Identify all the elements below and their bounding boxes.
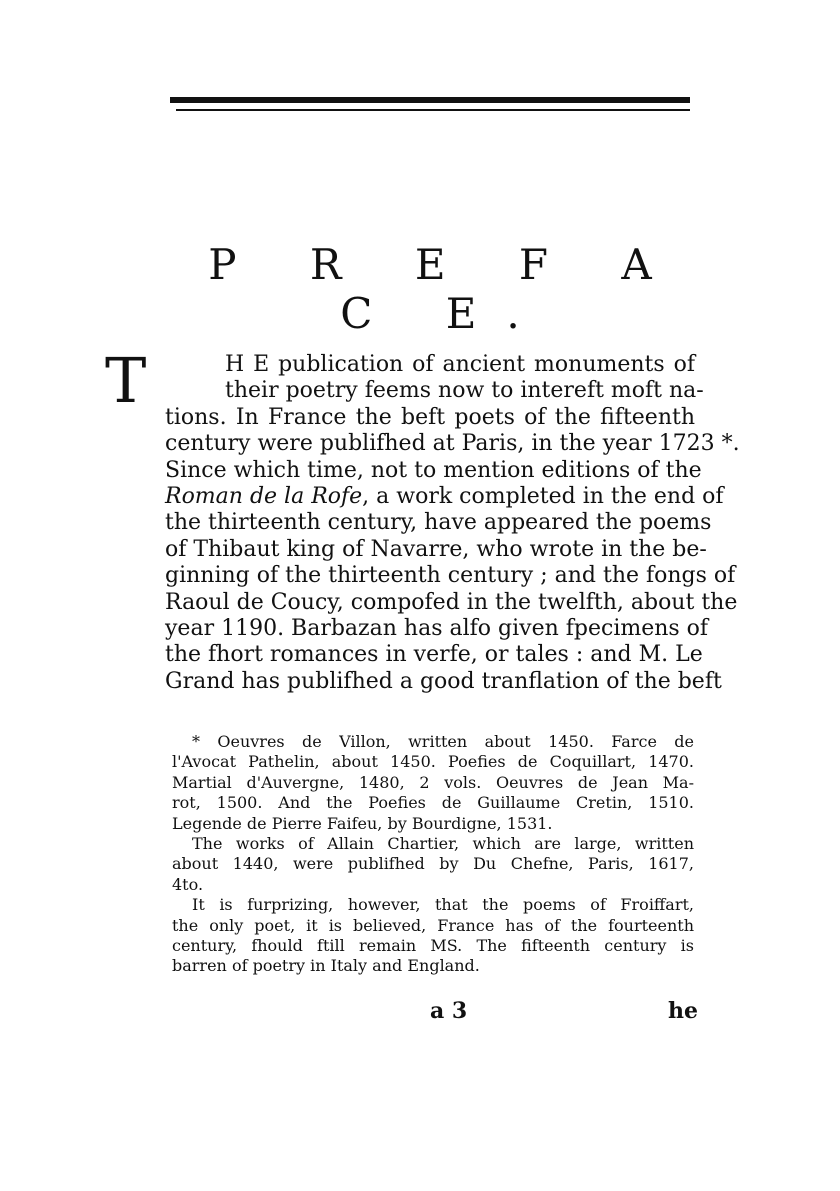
body-line: T H E publication of ancient monuments of xyxy=(105,344,695,417)
body-line: tions. In France the beft poets of the fifteenth xyxy=(165,404,695,430)
footnotes xyxy=(172,732,694,977)
drop-cap: T xyxy=(105,344,147,417)
footnote-line: l'Avocat Pathelin, about 1450. Poefies de Coquillart, 1470. xyxy=(172,752,694,772)
body-line: of Thibaut king of Navarre, who wrote in the be- xyxy=(165,536,707,562)
footnote-line: the only poet, it is believed, France has of the fourteenth xyxy=(172,915,694,935)
body-line: Roman de la Rofe, a work completed in the end of xyxy=(165,483,724,509)
body-line: the fhort romances in verfe, or tales : and M. Le xyxy=(165,642,703,668)
body-line: Raoul de Coucy, compofed in the twelfth, about the xyxy=(165,589,738,615)
footnote-line: * Oeuvres de Villon, written about 1450. Farce de xyxy=(192,732,694,751)
footnote-line: Legende de Pierre Faifeu, by Bourdigne, 1531. xyxy=(172,813,553,833)
footnote-line: The works of Allain Chartier, which are large, written xyxy=(192,833,694,853)
body-line: the thirteenth century, have appeared the poems xyxy=(165,510,712,536)
page-title: P R E F A C E. xyxy=(208,240,682,338)
footnote-line: It is furprizing, however, that the poems of Froiffart, xyxy=(192,895,694,915)
footnote-line: century, fhould ftill remain MS. The fifteenth century is xyxy=(172,935,694,955)
footnote-line: rot, 1500. And the Poefies de Guillaume Cretin, 1510. xyxy=(172,793,694,813)
footnote-line: 4to. xyxy=(172,874,204,894)
catchword: he xyxy=(668,998,698,1024)
body-line: year 1190. Barbazan has alfo given fpecimens of xyxy=(165,615,709,641)
body-line: their poetry feems now to intereft moft na- xyxy=(225,378,704,404)
body-line: Grand has publifhed a good tranflation of the beft xyxy=(165,668,722,694)
body-line: ginning of the thirteenth century ; and the fongs of xyxy=(165,563,736,589)
footnote-line: about 1440, were publifhed by Du Chefne, Paris, 1617, xyxy=(172,854,694,874)
header-rule-thick xyxy=(170,97,690,103)
signature-mark: a 3 xyxy=(430,998,468,1024)
roman-title: Roman de la Rofe xyxy=(165,483,363,509)
footnote-line: barren of poetry in Italy and England. xyxy=(172,956,480,976)
preface-body xyxy=(105,344,740,695)
footnote-line: Martial d'Auvergne, 1480, 2 vols. Oeuvres de Jean Ma- xyxy=(172,772,694,792)
body-line: century were publifhed at Paris, in the year 1723 *. xyxy=(165,431,740,457)
header-rule-thin xyxy=(176,109,690,111)
body-line: Since which time, not to mention editions of the xyxy=(165,457,702,483)
